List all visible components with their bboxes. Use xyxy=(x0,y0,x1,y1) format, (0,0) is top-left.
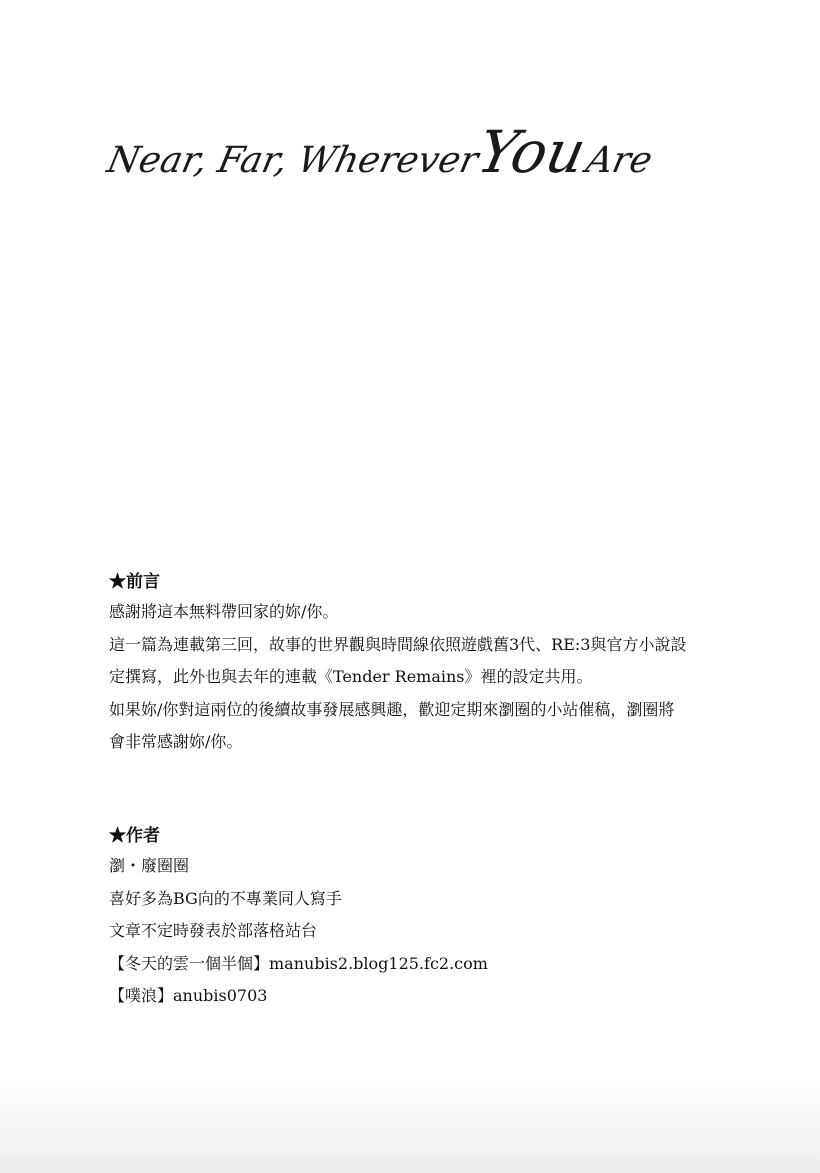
title-part-are: Are xyxy=(582,140,656,181)
preface-heading: ★前言 xyxy=(109,572,160,592)
author-heading: ★作者 xyxy=(109,826,160,846)
author-blog-link: 【冬天的雲一個半個】manubis2.blog125.fc2.com xyxy=(109,953,488,973)
author-publishing-note: 文章不定時發表於部落格站台 xyxy=(109,921,318,940)
preface-line: 會非常感謝妳/你。 xyxy=(109,732,243,751)
preface-line: 這一篇為連載第三回，故事的世界觀與時間線依照遊戲舊3代、RE:3與官方小說設 xyxy=(109,634,687,654)
title-part-you: You xyxy=(472,118,593,186)
author-section xyxy=(109,824,729,1013)
preface-line: 如果妳/你對這兩位的後續故事發展感興趣，歡迎定期來瀏圈的小站催稿，瀏圈將 xyxy=(109,699,675,719)
author-plurk-link: 【噗浪】anubis0703 xyxy=(109,986,268,1005)
author-pen-name: 瀏・廢圈圈 xyxy=(109,856,190,875)
title-part-near-far-wherever: Near, Far, Wherever xyxy=(103,140,482,181)
document-title xyxy=(103,118,708,198)
preface-line: 定撰寫，此外也與去年的連載《Tender Remains》裡的設定共用。 xyxy=(109,667,593,686)
preface-section xyxy=(109,570,729,759)
preface-line: 感謝將這本無料帶回家的妳/你。 xyxy=(109,602,339,621)
author-description: 喜好多為BG向的不專業同人寫手 xyxy=(109,888,342,908)
